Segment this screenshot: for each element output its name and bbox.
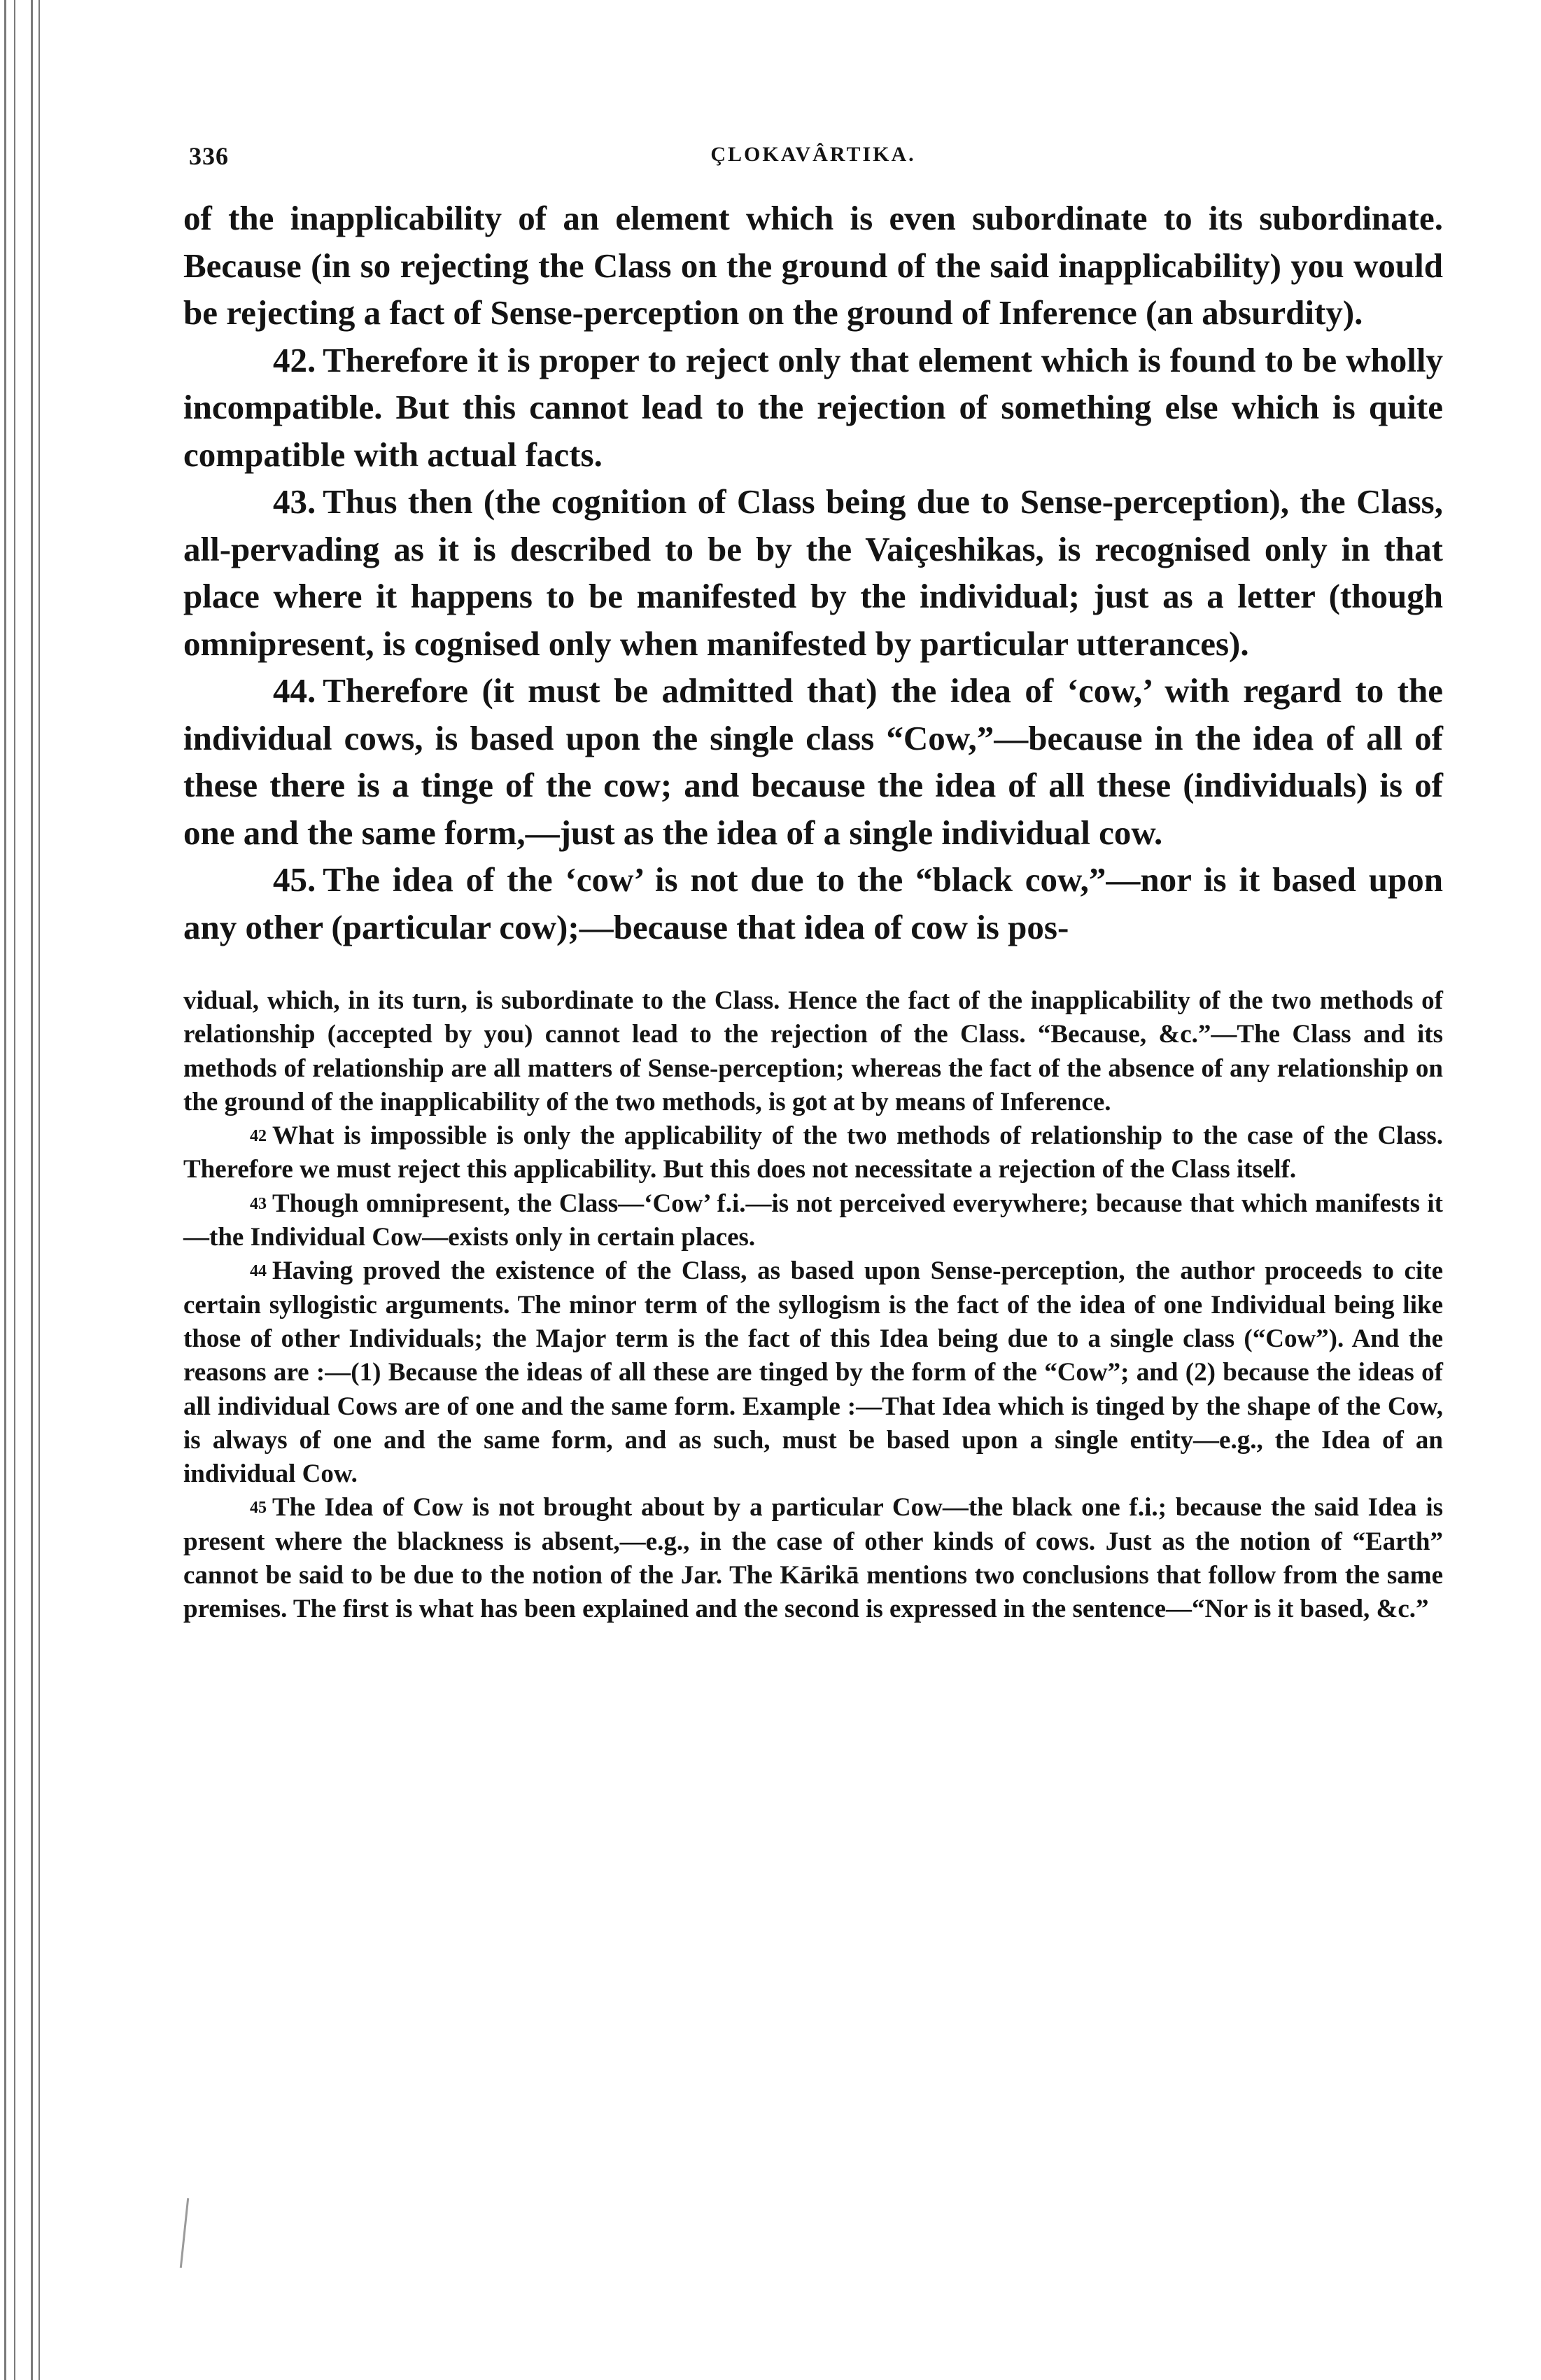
stray-pen-mark [180,2198,189,2268]
book-page [183,133,1443,1627]
footnote-text: vidual, which, in its turn, is subordinate to the Class. Hence the fact of the inapplicability of the two methods of relationship (accepted by you) cannot lead to the rejection of the Class. “Because, &c.”—The Class and its methods of relationship are all matters of Sense-perception; whereas the fact of the absence of any relationship on the ground of the inapplicability of the two methods, is got at by means of Inference. [183,986,1443,1116]
edge-line [31,0,33,2380]
main-paragraph [183,195,1443,337]
running-title: ÇLOKAVÂRTIKA. [710,143,916,166]
verse-text: Therefore (it must be admitted that) the idea of ‘cow,’ with regard to the individual cows, is based upon the single class “Cow,”—because in the idea of all of these there is a tinge of the cow; and because the idea of all these (individuals) is of one and the same form,—just as the idea of a single individual cow. [183,671,1443,852]
verse-number: 45. [273,860,316,899]
footnote-text: What is impossible is only the applicability of the two methods of relationship to the case of the Class. Therefore we must reject this applicability. But this does not necessitate a rejection of the Class itself. [183,1121,1443,1184]
footnote-marker: 45 [250,1499,267,1518]
footnote-continuation [183,984,1443,1119]
footnotes [183,984,1443,1627]
edge-line [14,0,15,2380]
verse-43 [183,478,1443,667]
verse-44 [183,667,1443,856]
page-header [183,133,1443,182]
footnote-marker: 42 [250,1127,267,1146]
verse-text: Therefore it is proper to reject only that element which is found to be wholly incompatible. But this cannot lead to the rejection of something else which is quite compatible with actual facts. [183,340,1443,474]
footnote-42 [183,1119,1443,1187]
main-text [183,195,1443,951]
footnote-text: Having proved the existence of the Class, as based upon Sense-perception, the author proceeds to cite certain syllogistic arguments. The minor term of the syllogism is the fact of the idea of one Individual being like those of other Individuals; the Major term is the fact of this Idea being due to a single class (“Cow”). And the reasons are :—(1) Because the ideas of all these are tinged by the form of the “Cow”; and (2) because the ideas of all individual Cows are of one and the same form. Example :—That Idea which is tinged by the shape of the Cow, is always of one and the same form, and as such, must be based upon a single entity—e.g., the Idea of an individual Cow. [183,1256,1443,1489]
edge-line [4,0,6,2380]
verse-text: The idea of the ‘cow’ is not due to the “black cow,”—nor is it based upon any other (particular cow);—because that idea of cow is pos- [183,860,1443,946]
footnote-44 [183,1254,1443,1491]
verse-45 [183,856,1443,951]
verse-number: 43. [273,482,316,521]
verse-number: 44. [273,671,316,710]
footnote-marker: 44 [250,1262,267,1281]
verse-number: 42. [273,340,316,379]
footnote-text: Though omnipresent, the Class—‘Cow’ f.i.—is not perceived everywhere; because that which manifests it—the Individual Cow—exists only in certain places. [183,1189,1443,1252]
footnote-text: The Idea of Cow is not brought about by a particular Cow—the black one f.i.; because the said Idea is present where the blackness is absent,—e.g., in the case of other kinds of cows. Just as the notion of “Earth” cannot be said to be due to the notion of the Jar. The Kārikā mentions two conclusions that follow from the same premises. The first is what has been explained and the second is expressed in the sentence—“Nor is it based, &c.” [183,1493,1443,1624]
footnote-43 [183,1187,1443,1255]
footnote-marker: 43 [250,1194,267,1213]
scan-binding-edge [0,0,41,2380]
page-number: 336 [189,142,229,170]
paragraph-text: of the inapplicability of an element which is even subordinate to its subordinate. Because (in so rejecting the Class on the ground of the said inapplicability) you would be rejecting a fact of Sense-perception on the ground of Inference (an absurdity). [183,199,1443,332]
edge-line [38,0,40,2380]
verse-text: Thus then (the cognition of Class being due to Sense-perception), the Class, all-pervading as it is described to be by the Vaiçeshikas, is recognised only in that place where it happens to be manifested by the individual; just as a letter (though omnipresent, is cognised only when manifested by particular utterances). [183,482,1443,663]
footnote-45 [183,1491,1443,1626]
verse-42 [183,337,1443,479]
